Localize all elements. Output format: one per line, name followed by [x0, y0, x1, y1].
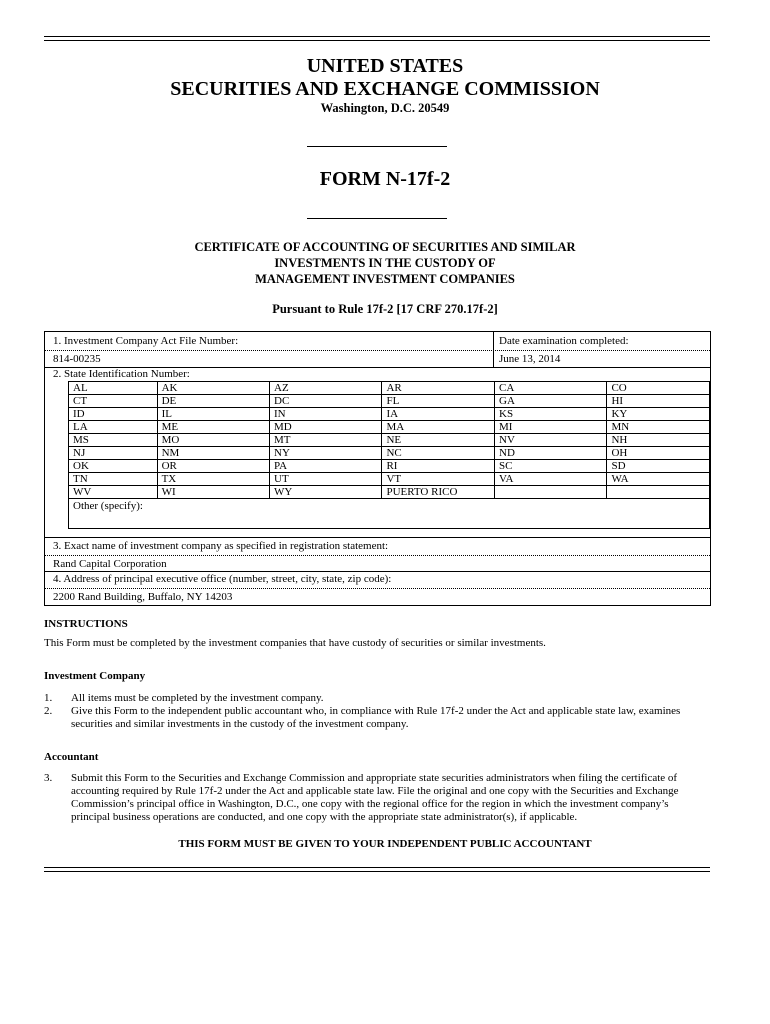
- field-divider: [45, 588, 710, 589]
- state-cell: KS: [495, 408, 607, 421]
- state-cell: AL: [69, 382, 158, 395]
- instruction-text: All items must be completed by the investment company.: [71, 692, 324, 704]
- state-cell: NE: [382, 434, 495, 447]
- state-cell: PA: [270, 460, 382, 473]
- address-label: 4. Address of principal executive office (number, street, city, state, zip code):: [53, 573, 392, 585]
- state-cell: OR: [157, 460, 269, 473]
- state-cell: FL: [382, 395, 495, 408]
- state-cell: SD: [607, 460, 710, 473]
- state-cell: MN: [607, 421, 710, 434]
- state-cell: MO: [157, 434, 269, 447]
- address-value: 2200 Rand Building, Buffalo, NY 14203: [53, 591, 233, 603]
- agency-title-line2: SECURITIES AND EXCHANGE COMMISSION: [170, 78, 600, 100]
- header-divider: [307, 146, 447, 147]
- state-cell: MD: [270, 421, 382, 434]
- company-name-label: 3. Exact name of investment company as specified in registration statement:: [53, 540, 389, 552]
- other-specify-label: Other (specify):: [69, 499, 710, 529]
- state-cell: ME: [157, 421, 269, 434]
- state-cell: ID: [69, 408, 158, 421]
- agency-title-line1: UNITED STATES: [306, 55, 464, 77]
- top-double-rule: [44, 36, 710, 41]
- bottom-double-rule: [44, 867, 710, 872]
- state-cell: IN: [270, 408, 382, 421]
- state-cell: UT: [270, 473, 382, 486]
- state-row: [69, 473, 710, 486]
- pursuant-rule: Pursuant to Rule 17f-2 [17 CRF 270.17f-2]: [272, 302, 498, 316]
- state-row: [69, 447, 710, 460]
- state-row: [69, 395, 710, 408]
- state-cell: TN: [69, 473, 158, 486]
- file-number-value: 814-00235: [53, 353, 101, 365]
- state-row: [69, 460, 710, 473]
- state-cell: [607, 486, 710, 499]
- field-divider: [45, 555, 710, 556]
- instruction-number: 2.: [44, 705, 53, 717]
- form-fields-box: [44, 331, 711, 606]
- state-cell: CA: [495, 382, 607, 395]
- state-cell: NH: [607, 434, 710, 447]
- form-title: FORM N-17f-2: [319, 168, 451, 190]
- form-title-divider: [307, 218, 447, 219]
- state-cell: WI: [157, 486, 269, 499]
- state-cell: SC: [495, 460, 607, 473]
- certificate-title-line2: INVESTMENTS IN THE CUSTODY OF: [274, 256, 496, 270]
- section-divider: [45, 537, 710, 538]
- state-cell: NV: [495, 434, 607, 447]
- instruction-number: 3.: [44, 772, 53, 784]
- instructions-heading: INSTRUCTIONS: [44, 618, 128, 630]
- state-cell: TX: [157, 473, 269, 486]
- state-cell: RI: [382, 460, 495, 473]
- state-identification-table: [68, 381, 710, 529]
- state-cell: DC: [270, 395, 382, 408]
- state-cell: OK: [69, 460, 158, 473]
- exam-date-label: Date examination completed:: [499, 335, 629, 347]
- state-cell: MS: [69, 434, 158, 447]
- state-cell: ND: [495, 447, 607, 460]
- state-cell: MA: [382, 421, 495, 434]
- state-cell: AK: [157, 382, 269, 395]
- footer-note: THIS FORM MUST BE GIVEN TO YOUR INDEPENDENT PUBLIC ACCOUNTANT: [178, 838, 592, 850]
- investment-company-heading: Investment Company: [44, 670, 146, 682]
- state-cell: WV: [69, 486, 158, 499]
- state-cell: NJ: [69, 447, 158, 460]
- instruction-number: 1.: [44, 692, 53, 704]
- state-cell: CO: [607, 382, 710, 395]
- exam-date-value: June 13, 2014: [499, 353, 561, 365]
- state-row: [69, 382, 710, 395]
- certificate-title-line3: MANAGEMENT INVESTMENT COMPANIES: [255, 272, 515, 286]
- instruction-text: Submit this Form to the Securities and Exchange Commission and appropriate state securities administrators when filing the certificate of accounting required by Rule 17f-2 under the Act and applicable state law. File the original and one copy with the Securities and Exchange Commission’s principal office in Washington, D.C., one copy with the regional office for the region in which the investment company’s principal business operations are conducted, and one copy with the appropriate state administrator(s), if applicable.: [71, 772, 679, 823]
- state-cell: NM: [157, 447, 269, 460]
- state-cell: NY: [270, 447, 382, 460]
- state-row: [69, 486, 710, 499]
- other-state-row: [69, 499, 710, 529]
- state-cell: VA: [495, 473, 607, 486]
- section-divider: [45, 571, 710, 572]
- state-id-label: 2. State Identification Number:: [53, 368, 190, 380]
- state-row: [69, 408, 710, 421]
- state-cell: GA: [495, 395, 607, 408]
- state-cell: HI: [607, 395, 710, 408]
- state-cell: KY: [607, 408, 710, 421]
- field-divider: [45, 350, 710, 351]
- state-cell: WA: [607, 473, 710, 486]
- state-cell: NC: [382, 447, 495, 460]
- state-cell: WY: [270, 486, 382, 499]
- company-name-value: Rand Capital Corporation: [53, 558, 167, 570]
- state-row: [69, 421, 710, 434]
- instruction-text: Give this Form to the independent public accountant who, in compliance with Rule 17f-2 under the Act and applicable state law, examines securities and similar investments in the custody of the investment company.: [71, 705, 681, 730]
- state-cell: OH: [607, 447, 710, 460]
- state-cell: PUERTO RICO: [382, 486, 495, 499]
- state-cell: IL: [157, 408, 269, 421]
- file-number-label: 1. Investment Company Act File Number:: [53, 335, 239, 347]
- agency-location: Washington, D.C. 20549: [320, 101, 450, 115]
- state-cell: [495, 486, 607, 499]
- state-cell: LA: [69, 421, 158, 434]
- state-row: [69, 434, 710, 447]
- state-cell: AZ: [270, 382, 382, 395]
- state-cell: AR: [382, 382, 495, 395]
- field-column-divider: [493, 332, 494, 367]
- state-cell: CT: [69, 395, 158, 408]
- state-cell: MT: [270, 434, 382, 447]
- accountant-heading: Accountant: [44, 751, 99, 763]
- state-cell: DE: [157, 395, 269, 408]
- state-cell: MI: [495, 421, 607, 434]
- state-cell: IA: [382, 408, 495, 421]
- certificate-title-line1: CERTIFICATE OF ACCOUNTING OF SECURITIES AND SIMILAR: [194, 240, 576, 254]
- instructions-intro: This Form must be completed by the investment companies that have custody of securities or similar investments.: [44, 637, 546, 649]
- state-cell: VT: [382, 473, 495, 486]
